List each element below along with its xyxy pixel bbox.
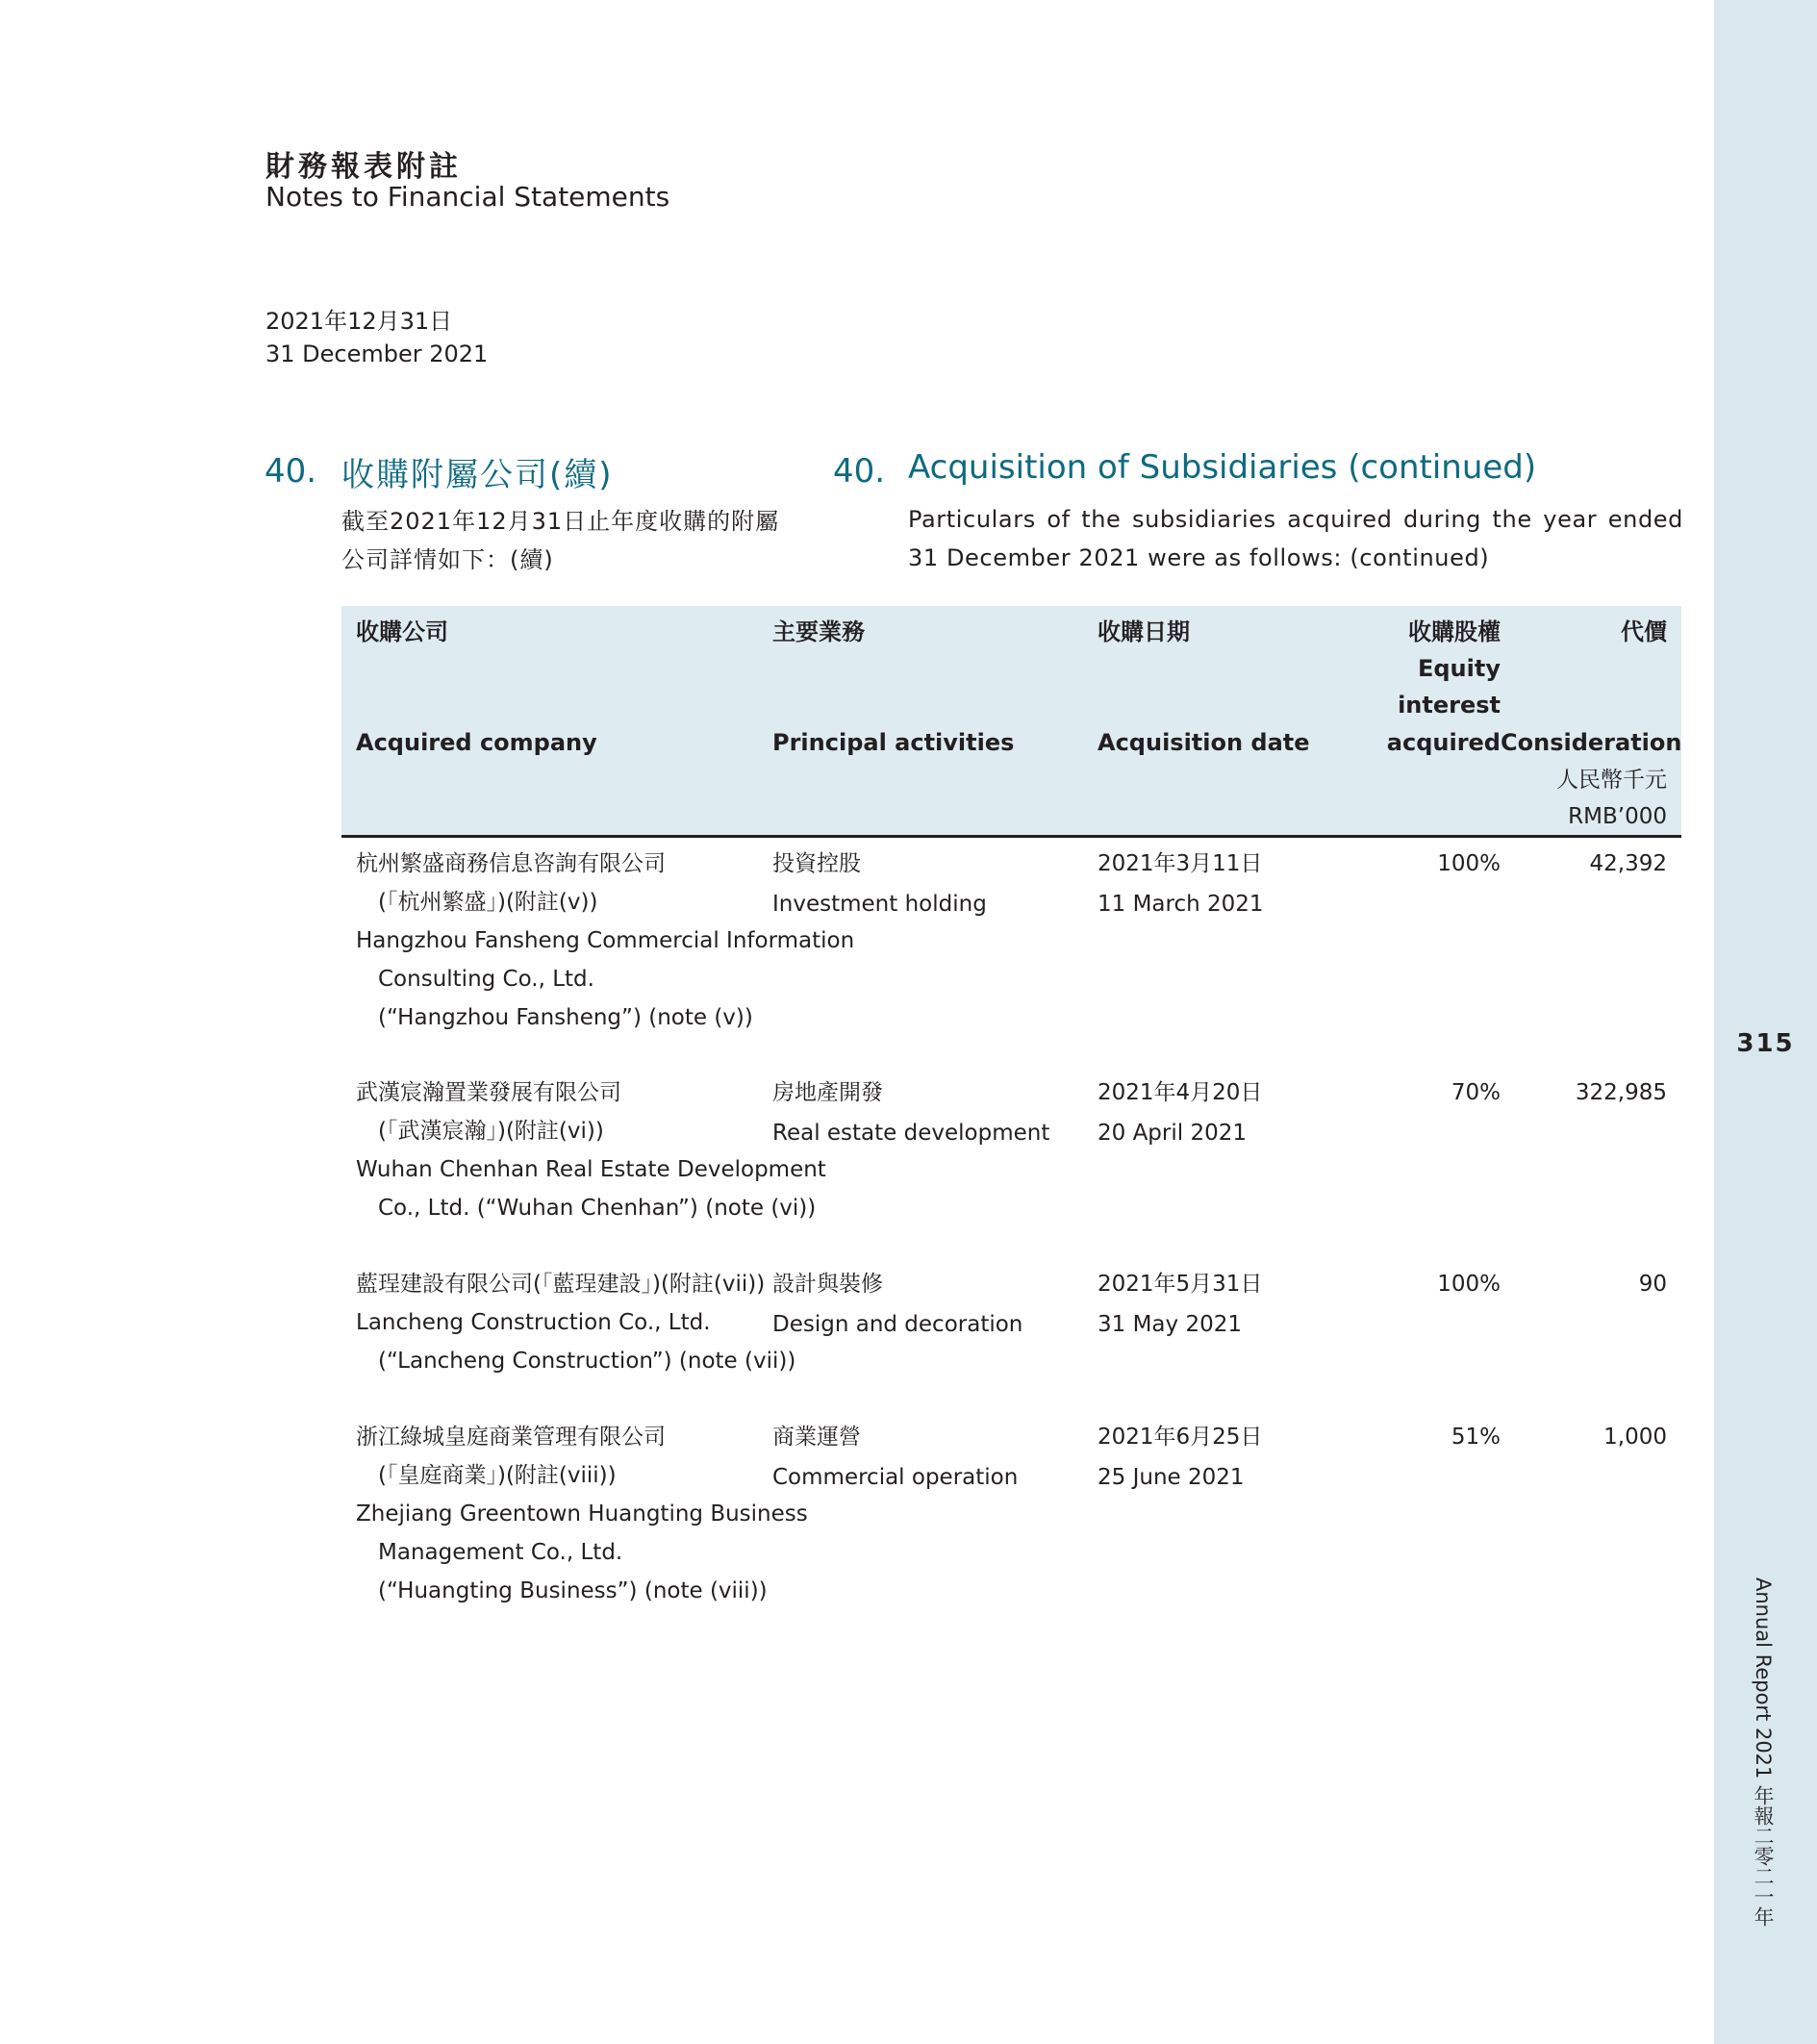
company-line: Management Co., Ltd.	[378, 1540, 623, 1565]
activity-en: Real estate development	[772, 1121, 1050, 1146]
activity-zh: 設計與裝修	[772, 1272, 883, 1297]
activity-en: Investment holding	[772, 892, 987, 917]
header-equity-zh: 收購股權	[1408, 618, 1501, 645]
company-line: (“Hangzhou Fansheng”) (note (v))	[378, 1005, 753, 1030]
equity-value: 51%	[1451, 1425, 1501, 1450]
header-company-en: Acquired company	[356, 729, 597, 756]
header-company-zh: 收購公司	[356, 618, 448, 645]
company-line: 藍珵建設有限公司(「藍珵建設」)(附註(vii))	[356, 1272, 766, 1297]
header-unit-zh: 人民幣千元	[1556, 768, 1667, 793]
header-activities-en: Principal activities	[772, 729, 1015, 756]
header-activities-zh: 主要業務	[772, 618, 865, 645]
company-line: 浙江綠城皇庭商業管理有限公司	[356, 1425, 666, 1450]
date-en: 20 April 2021	[1098, 1121, 1247, 1146]
company-line: (「武漢宸瀚」)(附註(vi))	[378, 1119, 604, 1144]
date-zh: 2021年5月31日	[1098, 1272, 1263, 1297]
company-line: (「皇庭商業」)(附註(viii))	[378, 1463, 617, 1488]
header-date-en: Acquisition date	[1098, 729, 1310, 756]
company-line: (「杭州繁盛」)(附註(v))	[378, 890, 598, 915]
company-line: Consulting Co., Ltd.	[378, 967, 594, 992]
section-number-en: 40.	[833, 452, 886, 491]
activity-en: Design and decoration	[772, 1312, 1023, 1337]
equity-value: 70%	[1451, 1080, 1501, 1105]
header-date-zh: 收購日期	[1098, 618, 1190, 645]
date-zh: 2021年6月25日	[1098, 1425, 1263, 1450]
company-line: Wuhan Chenhan Real Estate Development	[356, 1157, 826, 1182]
activity-en: Commercial operation	[772, 1465, 1019, 1490]
date-zh: 2021年3月11日	[1098, 851, 1263, 876]
intro-text-en: Particulars of the subsidiaries acquired during the year ended 31 December 2021 were as follows: (continued)	[908, 506, 1683, 571]
equity-value: 100%	[1437, 851, 1501, 876]
company-line: (“Huangting Business”) (note (viii))	[378, 1578, 768, 1603]
date-zh: 2021年12月31日	[265, 308, 453, 335]
consideration-value: 42,392	[1589, 851, 1667, 876]
annual-report-label: Annual Report 2021 年報二零二一年	[1752, 1577, 1775, 1928]
company-line: Lancheng Construction Co., Ltd.	[356, 1310, 711, 1335]
header-consideration-en: Consideration	[1501, 729, 1682, 756]
company-line: 武漢宸瀚置業發展有限公司	[356, 1080, 621, 1105]
date-en: 11 March 2021	[1098, 892, 1264, 917]
activity-zh: 投資控股	[772, 851, 861, 876]
header-title-en: Notes to Financial Statements	[265, 181, 670, 213]
header-title-zh: 財務報表附註	[265, 150, 462, 184]
section-title-en: Acquisition of Subsidiaries (continued)	[908, 448, 1537, 487]
company-line: 杭州繁盛商務信息咨詢有限公司	[356, 851, 666, 876]
company-line: Zhejiang Greentown Huangting Business	[356, 1501, 808, 1527]
activity-zh: 商業運營	[772, 1425, 861, 1450]
header-equity-en-1: Equity	[1417, 655, 1501, 682]
company-line: (“Lancheng Construction”) (note (vii))	[378, 1349, 796, 1374]
company-line: Hangzhou Fansheng Commercial Information	[356, 928, 855, 953]
header-consideration-zh: 代價	[1621, 618, 1667, 645]
header-equity-en-2: interest	[1398, 692, 1501, 719]
section-number-zh: 40.	[265, 452, 317, 491]
consideration-value: 1,000	[1603, 1425, 1667, 1450]
intro-text-zh: 截至2021年12月31日止年度收購的附屬公司詳情如下：(續)	[341, 508, 780, 573]
date-zh: 2021年4月20日	[1098, 1080, 1263, 1105]
activity-zh: 房地產開發	[772, 1080, 883, 1105]
consideration-value: 322,985	[1575, 1080, 1667, 1105]
date-en: 25 June 2021	[1098, 1465, 1245, 1490]
consideration-value: 90	[1638, 1272, 1667, 1297]
header-equity-en-3: acquired	[1386, 729, 1501, 756]
header-unit-en: RMB’000	[1568, 804, 1667, 829]
page-number: 315	[1736, 1029, 1795, 1058]
date-en: 31 May 2021	[1098, 1312, 1242, 1337]
section-title-zh: 收購附屬公司(續)	[341, 456, 614, 494]
equity-value: 100%	[1437, 1272, 1501, 1297]
table-header-rule	[341, 835, 1681, 838]
date-en: 31 December 2021	[265, 341, 489, 367]
company-line: Co., Ltd. (“Wuhan Chenhan”) (note (vi))	[378, 1196, 817, 1221]
